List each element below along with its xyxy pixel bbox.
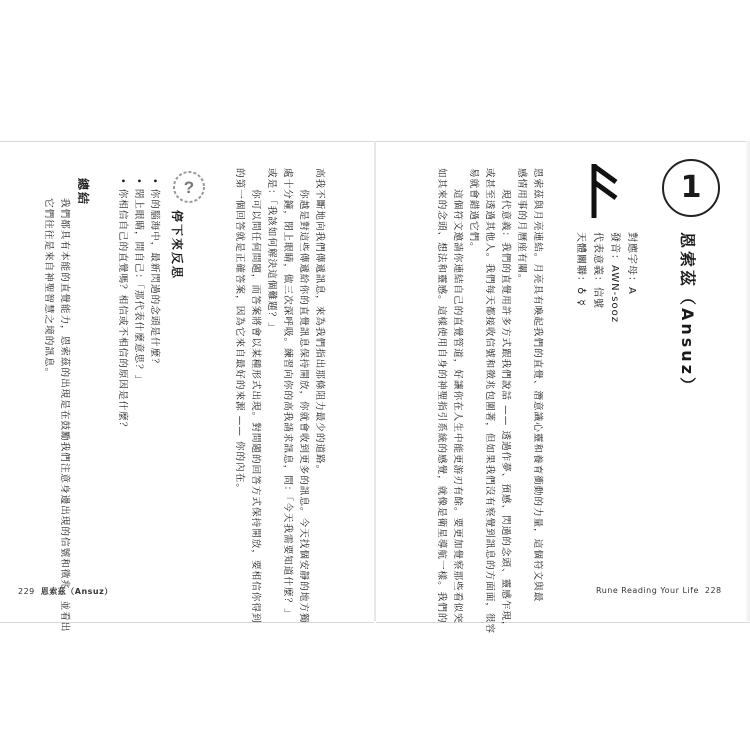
footer-page-number: 228 — [704, 586, 722, 595]
body-line: 如其來的念頭、想法和靈感。這樣使用自身的神聖指引系統的感覺，就像是衛星導航一樣。我們的 — [436, 168, 447, 624]
body-line: 處十分鐘，閉上眼睛，做三次深呼吸。練習向你的高我請求訊息，問：「今天我需要知道什麼？」 — [282, 168, 293, 619]
left-footer — [18, 586, 119, 597]
body-line: 或甚至透過其他人。我們每天都接收信號和徵兆包圍著，但如果我們沒有察覺到訊息的方面面，很容 — [484, 168, 495, 635]
rune-meta — [572, 232, 640, 323]
body-line: 你可以問任何問題，而答案將會以某種形式出現。對問題的回答方式保持開放，要相信你得到 — [250, 168, 261, 624]
footer-book-title: Rune Reading Your Life — [596, 586, 699, 595]
page-gutter — [374, 141, 376, 621]
left-page-body — [231, 168, 327, 624]
meta-pronunciation: 發音：AWN-sooz — [609, 232, 620, 323]
body-line: 高我不斷地向我們傳遞訊息，來為我們指出那條阻力最少的道路。 — [314, 168, 325, 476]
summary-body — [40, 198, 72, 632]
body-line: 現代意義：我們的直覺用許多方式跟我們說話 —— 透過作夢、預感、閃過的念頭、靈感乍現， — [500, 168, 511, 632]
body-line: 恩索茲與月亮連結。月亮具有喚起我們的直覺、潛意識心靈和養育衝動的力量，這個符文與最 — [532, 168, 543, 603]
reflect-item: • 你的腦海中，最新閃過的念頭是什麼？ — [149, 178, 160, 369]
summary-heading-text: 總結 — [76, 178, 90, 207]
meta-celestial: 天體關聯：♁ ☿ — [575, 232, 586, 307]
right-footer — [596, 586, 728, 595]
body-line: 感情用事的月曆座有關。 — [516, 168, 527, 285]
reflect-heading-text: 停下來反思 — [170, 210, 184, 281]
svg-text:?: ? — [183, 178, 195, 197]
meta-letter: 對應字母：A — [626, 232, 637, 295]
footer-page-number: 229 — [18, 587, 35, 596]
summary-heading — [75, 178, 92, 206]
rune-title-text: 恩索茲（Ansuz） — [678, 232, 697, 397]
rune-title — [677, 232, 700, 396]
ansuz-rune-icon — [588, 160, 622, 220]
summary-line: 它們往往是來自神聖智慧之境的訊息。 — [43, 198, 54, 379]
footer-chapter: 恩索茲（Ansuz） — [40, 587, 113, 596]
page-edge — [746, 141, 750, 621]
question-icon — [172, 170, 206, 204]
summary-line: 我們都具有本能的直覺能力，恩索茲的出現是在鼓勵我們注意身邊出現的信號和徵兆，並看出 — [59, 198, 70, 633]
reflect-list — [114, 178, 162, 432]
body-line: 你越是對這些傳遞給你的直覺訊息保持開放，你就會收到更多的訊息。今天找個安靜的地方獨 — [298, 168, 309, 624]
meta-meaning: 代表意義：信號 — [592, 232, 603, 309]
rune-number-badge — [662, 159, 720, 217]
body-line: 這個符文邀請你連結自己的直覺管道，好讓你在人生中能更游刃有餘。要更加覺察那些看似突 — [452, 168, 463, 624]
body-line: 的第一個回答就是正確答案，因為它來自最好的來源 —— 你的內在。 — [234, 168, 245, 494]
reflect-heading — [169, 210, 186, 280]
reflect-item: • 閉上眼睛，問自己：「那代表什麼意思？」 — [133, 178, 144, 386]
body-line: 易就會錯過它們。 — [468, 168, 479, 253]
reflect-item: • 你相信自己的直覺嗎？相信或不相信的原因是什麼？ — [117, 178, 128, 433]
right-page-body — [433, 168, 545, 634]
body-line: 或是：「我該如何解決這個難題？」 — [266, 168, 277, 333]
rune-number: 1 — [680, 170, 702, 205]
